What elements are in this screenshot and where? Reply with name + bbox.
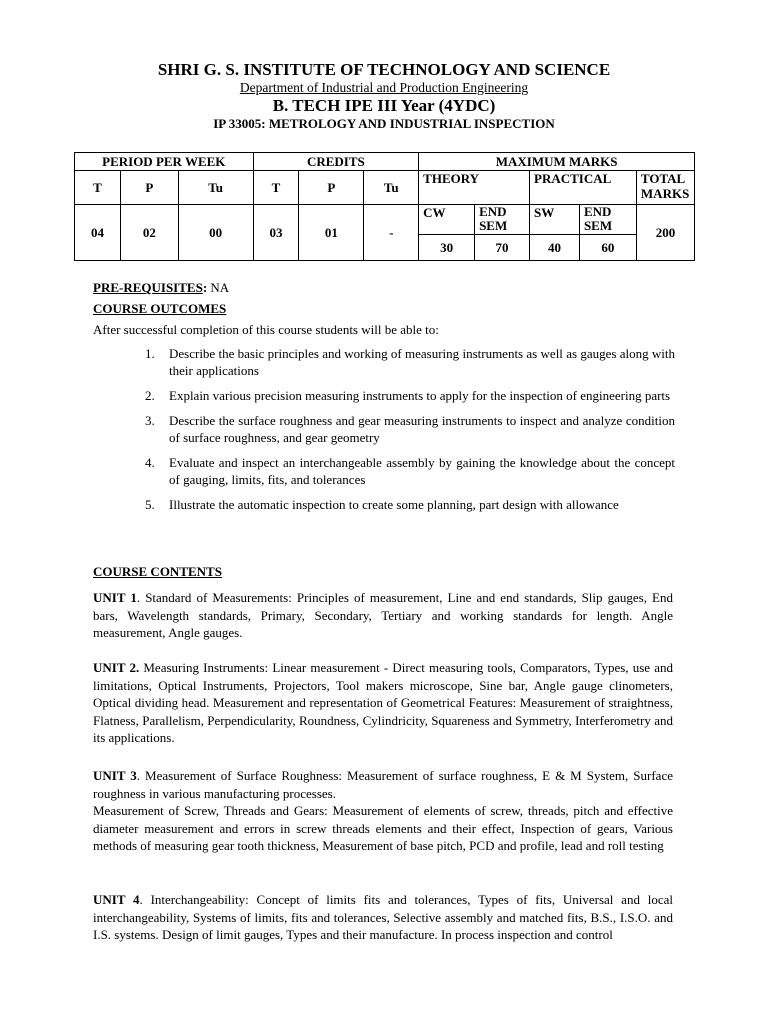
unit-3: UNIT 3. Measurement of Surface Roughness: Measurement of surface roughness, E & M System, Surface roughness in various manufacturing processes. Measurement of Screw, Threads and Gears: Measurement of elements of screw, threads, pitch and effective diameter measurement and errors in screw threads elements and their effect, Inspection of gears, Various methods of measuring gear tooth thickness, Measurement of base pitch, PCD and profile, lead and roll testing — [93, 768, 673, 854]
course-outcomes-intro: After successful completion of this course students will be able to: — [93, 322, 439, 337]
practical-value-end-sem: 60 — [579, 235, 636, 261]
unit-4: UNIT 4. Interchangeability: Concept of limits fits and tolerances, Types of fits, Universal and local interchangeability, Systems of limits, fits and tolerances, Selective assembly and matched fits, B.S., I.S.O. and I.S. systems. Design of limit gauges, Types and their manufacture. In process inspection and control — [93, 892, 673, 943]
theory-col-end-sem: END SEM — [475, 205, 530, 235]
period-value-tu: 00 — [178, 205, 253, 261]
list-item: 2. Explain various precision measuring instruments to apply for the inspection of engineering parts — [145, 388, 671, 403]
theory-value-end-sem: 70 — [475, 235, 530, 261]
credit-col-tu: Tu — [364, 171, 419, 205]
maximum-marks-header: MAXIMUM MARKS — [419, 153, 695, 171]
department-name: Department of Industrial and Production Engineering — [239, 80, 529, 95]
theory-header: THEORY — [419, 171, 530, 205]
practical-col-end-sem: END SEM — [579, 205, 636, 235]
prerequisites-label: PRE-REQUISITES — [93, 280, 203, 295]
unit-2: UNIT 2. Measuring Instruments: Linear measurement - Direct measuring tools, Comparators, Types, use and limitations, Optical Instruments, Projectors, Tool makers microscope, Sine bar, Angle gauge clinometers, Optical dividing head. Measurement and representation of Geometrical Features: Measurement of straightness, Flatness, Parallelism, Perpendicularity, Roundness, Cylindricity, Squareness and Symmetry, Interferometry and its applications. — [93, 660, 673, 746]
practical-value-sw: 40 — [530, 235, 580, 261]
credits-header: CREDITS — [253, 153, 419, 171]
course-outcomes-heading: COURSE OUTCOMES — [93, 301, 227, 316]
credit-value-t: 03 — [253, 205, 299, 261]
unit-label: UNIT 2. — [93, 660, 140, 675]
period-per-week-header: PERIOD PER WEEK — [75, 153, 254, 171]
unit-1: UNIT 1. Standard of Measurements: Principles of measurement, Line and end standards, Slip gauges, End bars, Wavelength standards, Primary, Secondary, Tertiary and working standards for length. Angle measurement, Angle gauges. — [93, 590, 673, 641]
prerequisites: PRE-REQUISITES: NA — [93, 280, 230, 295]
total-marks-header: TOTAL MARKS — [636, 171, 694, 205]
practical-col-sw: SW — [530, 205, 580, 235]
list-item: 5. Illustrate the automatic inspection to create some planning, part design with allowance — [145, 497, 619, 512]
theory-col-cw: CW — [419, 205, 475, 235]
course-outcomes-list — [145, 345, 675, 521]
marks-table — [74, 152, 695, 261]
total-value: 200 — [636, 205, 694, 261]
unit-label: UNIT 4 — [93, 892, 140, 907]
period-value-p: 02 — [120, 205, 178, 261]
prerequisites-value: NA — [210, 280, 230, 295]
list-item: 4. Evaluate and inspect an interchangeable assembly by gaining the knowledge about the concept of gauging, limits, fits, and tolerances — [145, 455, 675, 487]
credit-col-p: P — [299, 171, 364, 205]
credit-col-t: T — [253, 171, 299, 205]
practical-header: PRACTICAL — [530, 171, 637, 205]
list-item: 3. Describe the surface roughness and gear measuring instruments to inspect and analyze condition of surface roughness, and gear geometry — [145, 413, 675, 445]
institute-name: SHRI G. S. INSTITUTE OF TECHNOLOGY AND SCIENCE — [157, 60, 611, 79]
list-item: 1. Describe the basic principles and working of measuring instruments as well as gauges along with their applications — [145, 346, 675, 378]
course-title: IP 33005: METROLOGY AND INDUSTRIAL INSPECTION — [213, 116, 555, 131]
program-title: B. TECH IPE III Year (4YDC) — [272, 96, 496, 115]
period-col-t: T — [75, 171, 121, 205]
period-col-p: P — [120, 171, 178, 205]
unit-label: UNIT 1 — [93, 590, 137, 605]
credit-value-p: 01 — [299, 205, 364, 261]
course-contents-heading: COURSE CONTENTS — [93, 564, 222, 579]
period-value-t: 04 — [75, 205, 121, 261]
unit-label: UNIT 3 — [93, 768, 137, 783]
theory-value-cw: 30 — [419, 235, 475, 261]
credit-value-tu: - — [364, 205, 419, 261]
period-col-tu: Tu — [178, 171, 253, 205]
